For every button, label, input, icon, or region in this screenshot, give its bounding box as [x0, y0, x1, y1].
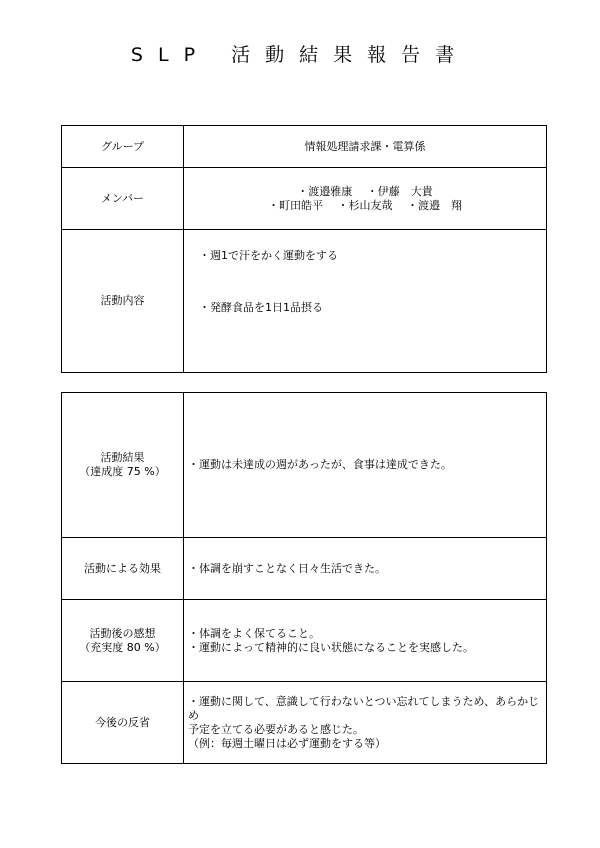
- plan-table: [61, 125, 547, 373]
- members-label: メンバー: [62, 168, 184, 230]
- reflection-value: [184, 682, 547, 764]
- reflection-line-1: ・運動に関して、意識して行わないとつい忘れてしまうため、あらかじめ: [188, 694, 540, 722]
- effect-value: ・体調を崩すことなく日々生活できた。: [184, 538, 547, 600]
- effect-label: 活動による効果: [62, 538, 184, 600]
- members-line-1: ・渡邉雅康 ・伊藤 大貴: [297, 184, 433, 198]
- impression-label-cell: [62, 600, 184, 682]
- impression-line-1: ・体調をよく保てること。: [188, 626, 320, 640]
- group-value: 情報処理請求課・電算係: [184, 126, 547, 168]
- members-line-2: ・町田皓平 ・杉山友哉 ・渡邉 翔: [268, 198, 462, 212]
- page-title: SLP 活動結果報告書: [130, 44, 470, 66]
- results-table: [61, 392, 547, 764]
- impression-label: 活動後の感想: [89, 626, 156, 640]
- result-label-cell: [62, 393, 184, 538]
- impression-satisfaction: （充実度 80 %）: [79, 640, 166, 654]
- result-label: 活動結果: [100, 451, 145, 464]
- activity-value: [184, 230, 547, 373]
- activity-label: 活動内容: [62, 230, 184, 373]
- result-value: ・運動は未達成の週があったが、食事は達成できた。: [184, 393, 547, 538]
- group-label: グループ: [62, 126, 184, 168]
- result-achievement: （達成度 75 %）: [79, 465, 166, 478]
- reflection-line-3: （例：毎週土曜日は必ず運動をする等）: [188, 736, 386, 750]
- activity-item-2: ・発酵食品を1日1品摂る: [199, 301, 323, 314]
- activity-item-1: ・週1で汗をかく運動をする: [199, 249, 338, 262]
- impression-line-2: ・運動によって精神的に良い状態になることを実感した。: [188, 640, 474, 654]
- impression-value: [184, 600, 547, 682]
- members-value: [184, 168, 547, 230]
- reflection-label: 今後の反省: [62, 682, 184, 764]
- reflection-line-2: 予定を立てる必要があると感じた。: [188, 722, 364, 736]
